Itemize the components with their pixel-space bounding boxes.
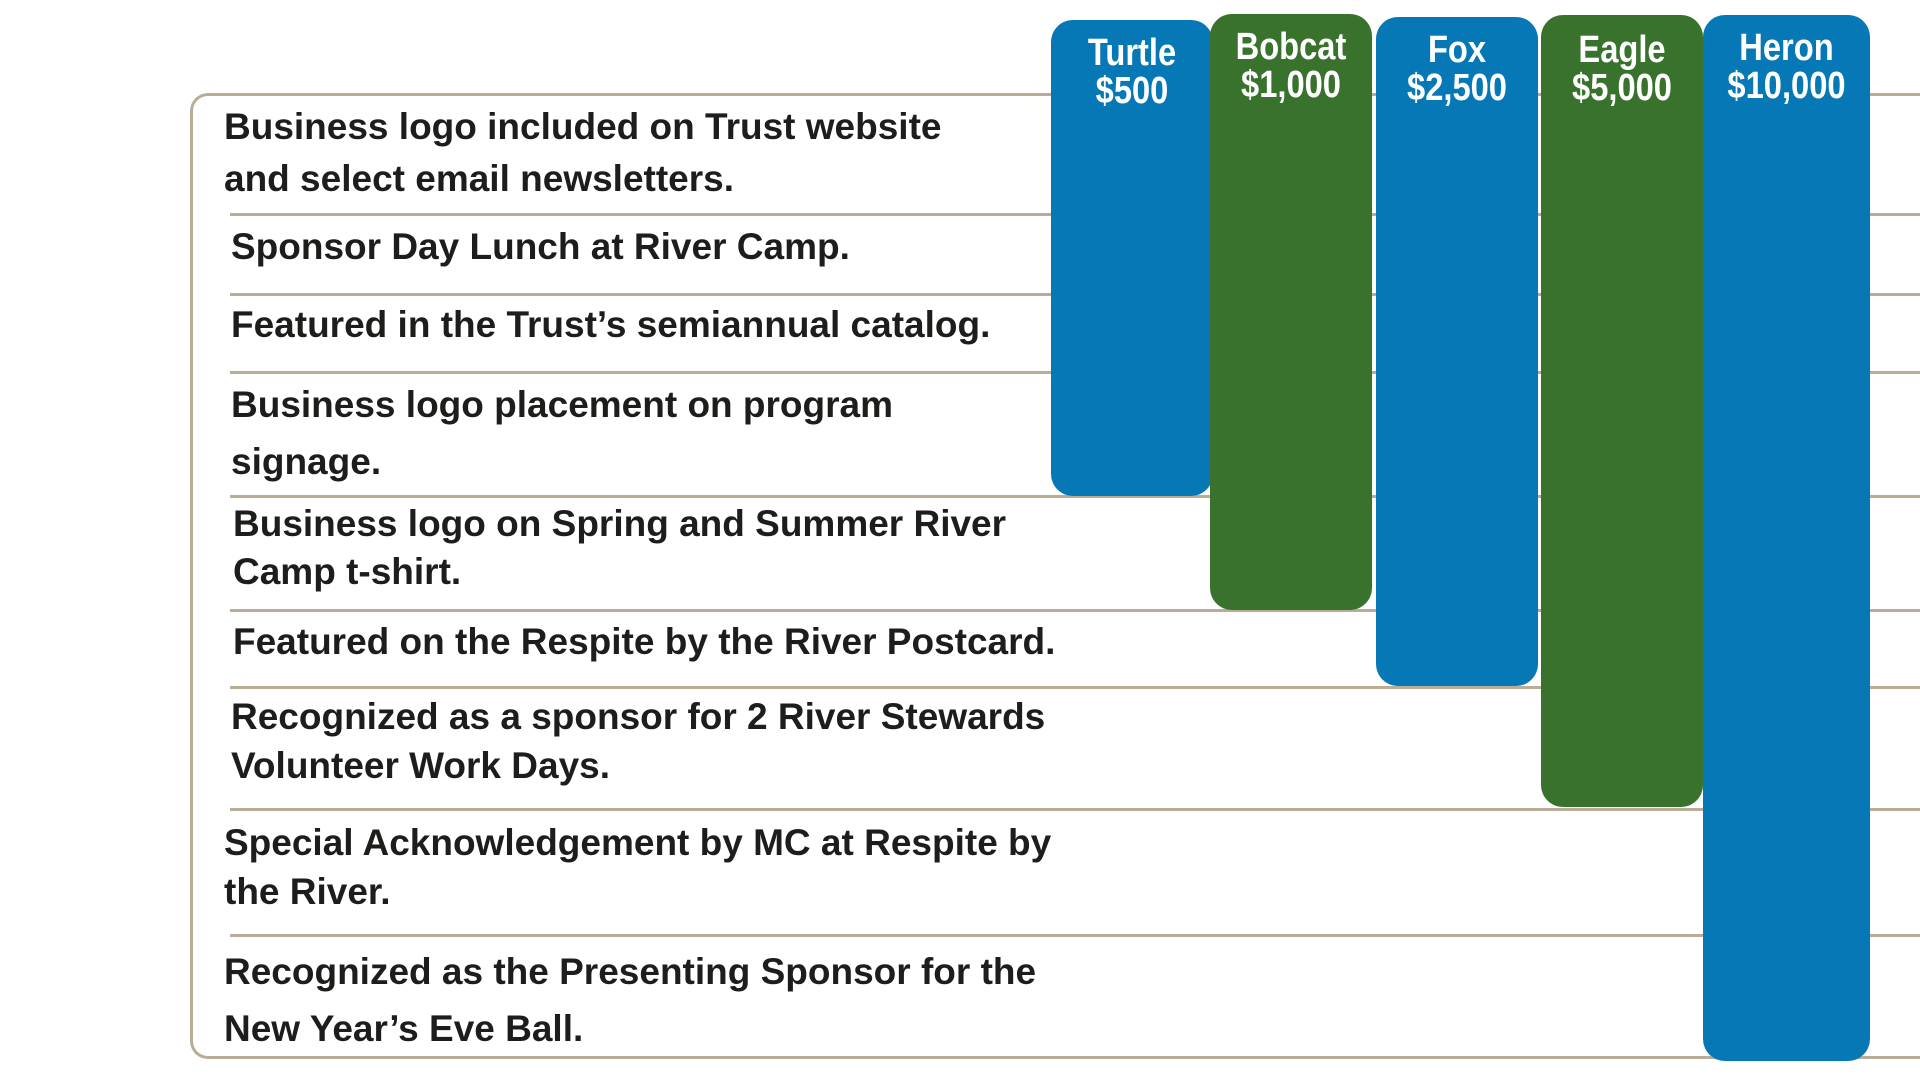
row-divider bbox=[230, 808, 1920, 811]
benefit-item: Featured in the Trust’s semiannual catalog. bbox=[231, 304, 991, 345]
tier-column-eagle bbox=[1541, 15, 1703, 807]
tier-name: Eagle bbox=[1578, 29, 1666, 71]
benefit-item: Recognized as the Presenting Sponsor for the New Year’s Eve Ball. bbox=[224, 951, 1037, 1049]
tier-name: Turtle bbox=[1087, 32, 1177, 74]
benefit-item: Business logo on Spring and Summer River Camp t-shirt. bbox=[233, 503, 1007, 592]
tier-column-heron bbox=[1703, 15, 1870, 1061]
tier-name: Fox bbox=[1427, 29, 1487, 71]
tier-amount: $5,000 bbox=[1572, 67, 1672, 109]
row-divider bbox=[230, 934, 1920, 937]
benefit-item: Recognized as a sponsor for 2 River Stewards Volunteer Work Days. bbox=[231, 696, 1046, 786]
benefit-item: Business logo placement on program signage. bbox=[231, 384, 894, 482]
tier-column-fox bbox=[1376, 17, 1538, 686]
tier-amount: $10,000 bbox=[1727, 65, 1846, 107]
tier-amount: $2,500 bbox=[1407, 67, 1507, 109]
benefit-item: Featured on the Respite by the River Postcard. bbox=[233, 621, 1056, 662]
tier-amount: $500 bbox=[1095, 70, 1169, 112]
tier-name: Bobcat bbox=[1235, 26, 1347, 68]
benefit-item: Sponsor Day Lunch at River Camp. bbox=[231, 226, 850, 267]
benefit-item: Special Acknowledgement by MC at Respite by the River. bbox=[224, 822, 1052, 912]
benefit-item: Business logo included on Trust website and select email newsletters. bbox=[224, 106, 942, 199]
tier-column-turtle bbox=[1051, 20, 1213, 496]
tier-amount: $1,000 bbox=[1241, 64, 1341, 106]
tier-column-bobcat bbox=[1210, 14, 1372, 610]
tier-name: Heron bbox=[1739, 27, 1834, 69]
